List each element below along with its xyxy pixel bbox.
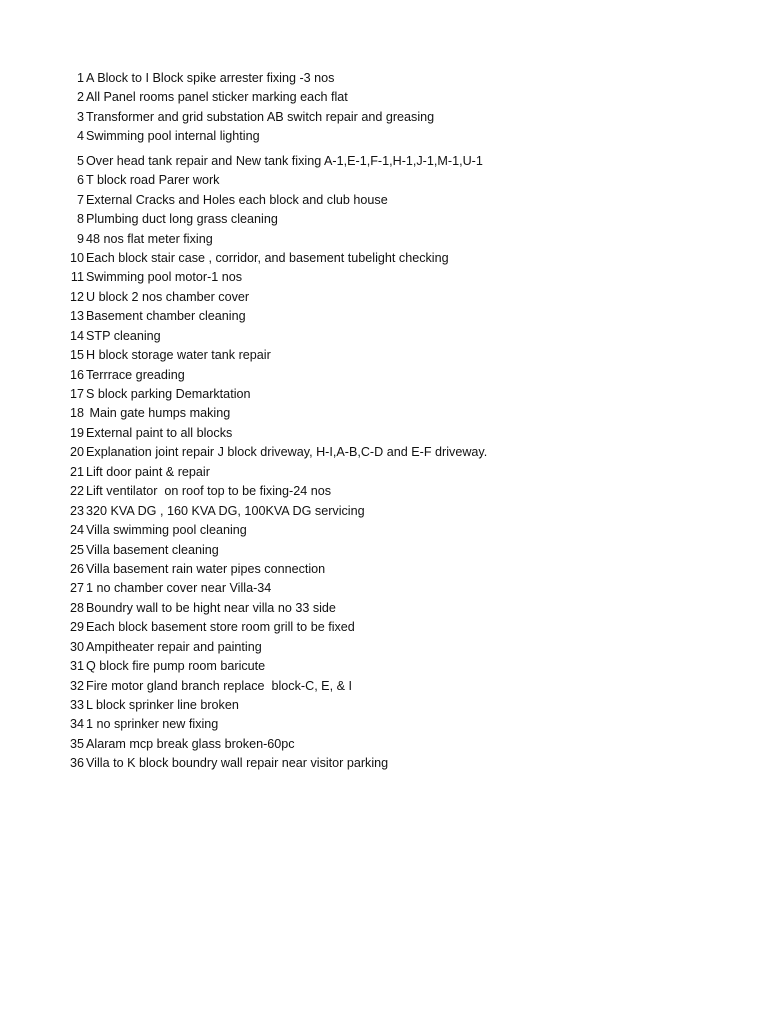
task-number: 11 [70,270,84,285]
task-item [66,424,756,443]
task-item [66,327,756,346]
task-item [66,385,756,404]
task-number: 25 [69,542,84,557]
task-description: Main gate humps making [86,406,231,421]
task-list [66,69,756,774]
task-item [66,696,756,715]
task-number: 15 [69,348,84,363]
task-number: 20 [69,445,84,460]
task-number: 12 [69,289,84,304]
task-number: 27 [69,581,84,596]
task-number: 36 [69,756,84,771]
task-item [66,108,756,127]
task-number: 30 [69,639,84,654]
task-description: Lift door paint & repair [86,464,210,479]
task-item [66,443,756,462]
task-item [66,677,756,696]
task-number: 10 [69,250,84,265]
task-item [66,307,756,326]
task-item [66,618,756,637]
task-item [66,502,756,521]
task-number: 5 [76,153,84,168]
task-description: U block 2 nos chamber cover [86,289,250,304]
task-description: Villa basement rain water pipes connection [86,561,326,576]
task-description: Villa to K block boundry wall repair near visitor parking [86,756,389,771]
task-number: 16 [69,367,84,382]
task-description: Q block fire pump room baricute [86,659,266,674]
task-item [66,735,756,754]
task-number: 22 [69,484,84,499]
task-number: 9 [76,231,84,246]
task-item [66,715,756,734]
task-description: A Block to I Block spike arrester fixing -3 nos [86,71,335,85]
task-item [66,521,756,540]
task-number: 29 [69,620,84,635]
task-number: 7 [76,192,84,207]
task-description: Villa swimming pool cleaning [86,523,247,538]
task-description: Each block basement store room grill to be fixed [86,620,355,635]
task-item [66,230,756,249]
task-number: 31 [69,659,84,674]
task-number: 19 [69,425,84,440]
task-item [66,463,756,482]
task-number: 13 [69,309,84,324]
task-item [66,366,756,385]
task-number: 35 [69,736,84,751]
task-description: S block parking Demarktation [86,387,251,401]
task-item [66,171,756,190]
task-description: 48 nos flat meter fixing [86,231,213,246]
task-number: 23 [69,503,84,518]
task-description: Alaram mcp break glass broken-60pc [86,736,295,751]
task-description: Villa basement cleaning [86,542,219,557]
task-number: 34 [69,717,84,732]
task-number: 17 [69,387,84,401]
task-description: All Panel rooms panel sticker marking each flat [86,90,348,105]
task-item [66,288,756,307]
task-item [66,69,756,88]
task-number: 2 [76,90,84,105]
task-description: Boundry wall to be hight near villa no 33 side [86,600,336,615]
task-number: 32 [69,678,84,693]
task-item [66,88,756,107]
task-item [66,191,756,210]
task-number: 3 [76,109,84,124]
task-description: 320 KVA DG , 160 KVA DG, 100KVA DG servicing [86,503,365,518]
task-description: Terrrace greading [86,367,185,382]
task-number: 6 [76,173,84,188]
task-description: Swimming pool internal lighting [86,129,260,144]
task-number: 8 [76,212,84,227]
task-description: Explanation joint repair J block driveway, H-I,A-B,C-D and E-F driveway. [86,445,488,460]
task-description: Swimming pool motor-1 nos [86,270,243,285]
task-number: 21 [69,464,84,479]
task-item [66,268,756,287]
task-item [66,599,756,618]
task-item [66,404,756,423]
task-item [66,152,756,171]
task-description: T block road Parer work [86,173,220,188]
task-item [66,638,756,657]
task-number: 33 [69,698,84,712]
task-description: Ampitheater repair and painting [86,639,262,654]
task-item [66,249,756,268]
task-description: Fire motor gland branch replace block-C, E, & I [86,678,352,693]
task-number: 26 [69,561,84,576]
task-item [66,560,756,579]
task-description: STP cleaning [86,328,161,343]
task-description: Lift ventilator on roof top to be fixing-24 nos [86,484,332,499]
task-number: 1 [76,71,84,85]
task-description: Basement chamber cleaning [86,309,246,324]
task-item [66,657,756,676]
task-description: Transformer and grid substation AB switch repair and greasing [86,109,435,124]
task-description: H block storage water tank repair [86,348,271,363]
task-description: 1 no sprinker new fixing [86,717,219,732]
task-description: Plumbing duct long grass cleaning [86,212,278,227]
task-description: External Cracks and Holes each block and club house [86,192,388,207]
task-item [66,754,756,773]
task-item [66,210,756,229]
task-number: 24 [69,523,84,538]
task-description: Over head tank repair and New tank fixing A-1,E-1,F-1,H-1,J-1,M-1,U-1 [86,153,483,168]
task-item [66,541,756,560]
task-number: 4 [76,129,84,144]
task-item [66,127,756,146]
task-description: External paint to all blocks [86,425,233,440]
task-item [66,346,756,365]
task-description: Each block stair case , corridor, and basement tubelight checking [86,250,449,265]
task-item [66,482,756,501]
task-number: 18 [69,406,84,421]
task-number: 28 [69,600,84,615]
task-description: L block sprinker line broken [86,698,239,712]
task-description: 1 no chamber cover near Villa-34 [86,581,272,596]
task-item [66,579,756,598]
task-number: 14 [69,328,84,343]
